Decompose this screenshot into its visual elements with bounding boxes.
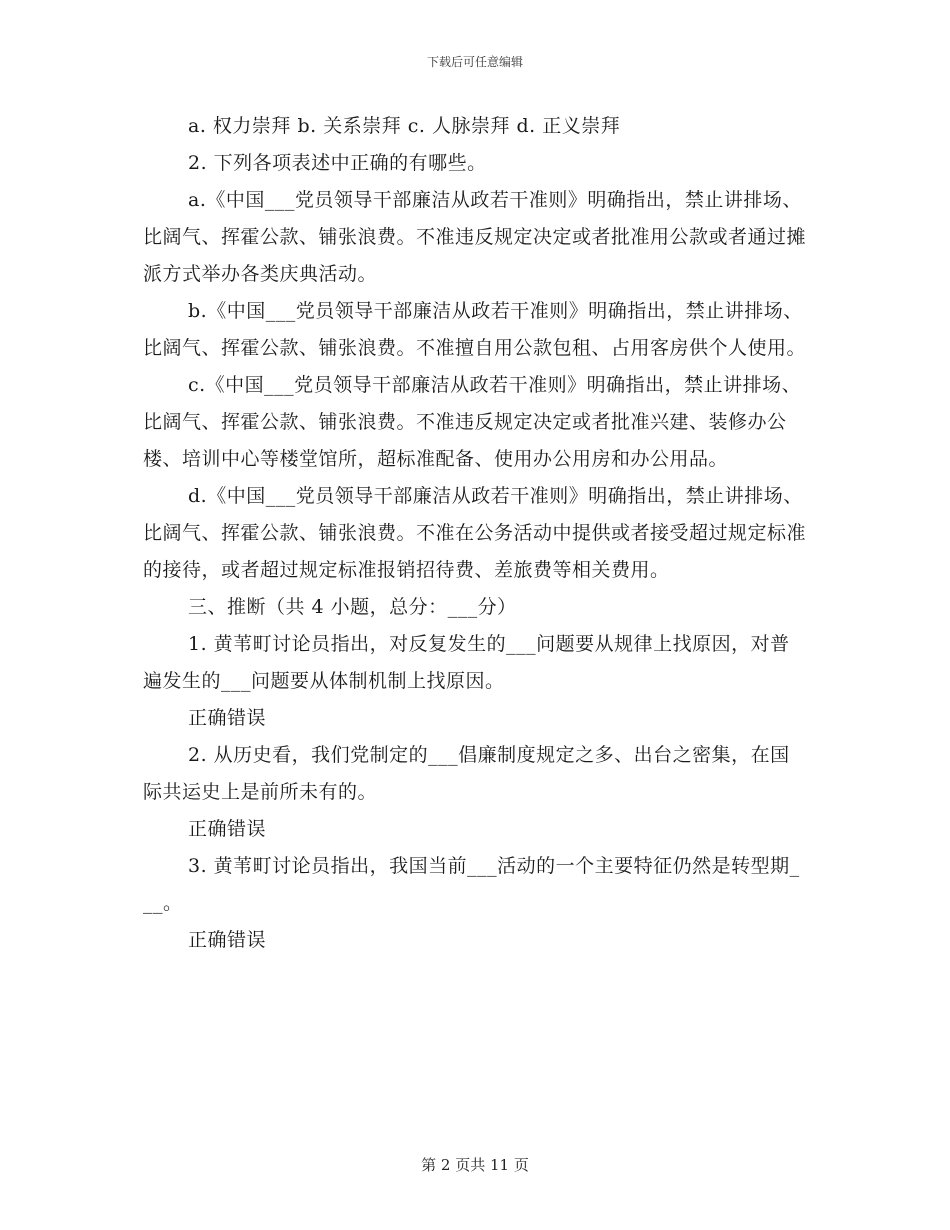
option-a-paragraph: a.《中国___党员领导干部廉洁从政若干准则》明确指出，禁止讲排场、比阔气、挥霍公款、铺张浪费。不准违反规定决定或者批准用公款或者通过摊派方式举办各类庆典活动。 <box>143 189 807 285</box>
judgment-answer-1: 正确错误 <box>188 707 267 729</box>
document-body <box>143 108 807 959</box>
page-header: 下载后可任意编辑 <box>426 55 523 69</box>
page-footer: 第 2 页共 11 页 <box>421 1156 529 1174</box>
section-3-heading: 三、推断（共 4 小题，总分：___分） <box>188 596 517 618</box>
answer-options-line: a. 权力崇拜 b. 关系崇拜 c. 人脉崇拜 d. 正义崇拜 <box>188 115 621 137</box>
judgment-question-2: 2. 从历史看，我们党制定的___倡廉制度规定之多、出台之密集，在国际共运史上是前所未有的。 <box>143 744 790 803</box>
judgment-question-3: 3. 黄苇町讨论员指出，我国当前___活动的一个主要特征仍然是转型期___。 <box>143 855 800 914</box>
judgment-answer-2: 正确错误 <box>188 818 267 840</box>
judgment-question-1: 1. 黄苇町讨论员指出，对反复发生的___问题要从规律上找原因，对普遍发生的___问题要从体制机制上找原因。 <box>143 633 790 692</box>
option-b-paragraph: b.《中国___党员领导干部廉洁从政若干准则》明确指出，禁止讲排场、比阔气、挥霍公款、铺张浪费。不准擅自用公款包租、占用客房供个人使用。 <box>143 300 807 359</box>
option-d-paragraph: d.《中国___党员领导干部廉洁从政若干准则》明确指出，禁止讲排场、比阔气、挥霍公款、铺张浪费。不准在公务活动中提供或者接受超过规定标准的接待，或者超过规定标准报销招待费、差旅费等相关费用。 <box>143 485 807 581</box>
question-2-title: 2. 下列各项表述中正确的有哪些。 <box>188 152 487 174</box>
judgment-answer-3: 正确错误 <box>188 929 267 951</box>
option-c-paragraph: c.《中国___党员领导干部廉洁从政若干准则》明确指出，禁止讲排场、比阔气、挥霍公款、铺张浪费。不准违反规定决定或者批准兴建、装修办公楼、培训中心等楼堂馆所，超标准配备、使用办公用房和办公用品。 <box>143 374 802 470</box>
